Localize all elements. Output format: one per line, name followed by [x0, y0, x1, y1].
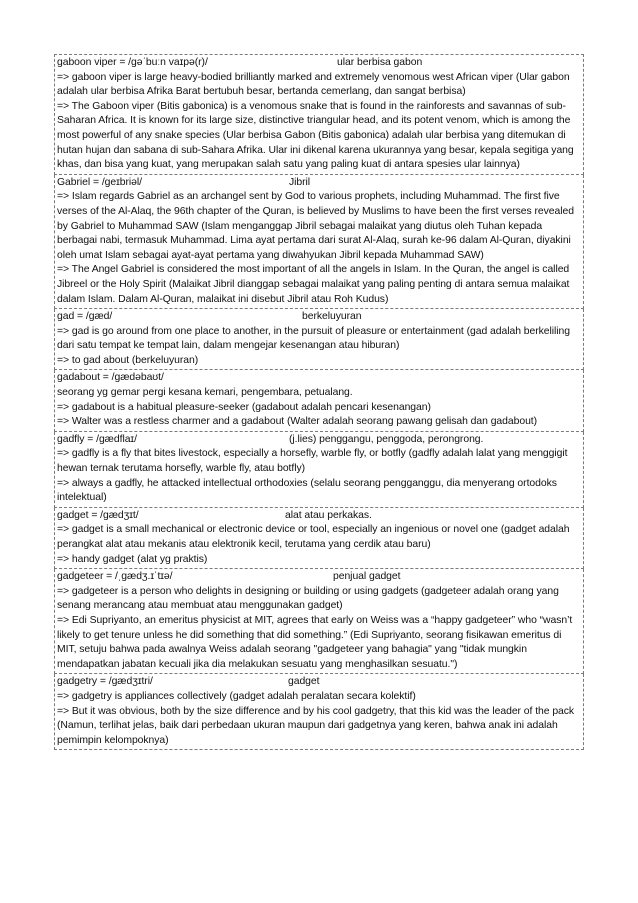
entry-line: => Islam regards Gabriel as an archangel sent by God to various prophets, including Muhammad. The first five verses of the Al-Alaq, the 96th chapter of the Quran, is believed by Muslims to have been the first verses revealed by Gabriel to Muhammad SAW (Islam menganggap Jibril sebagai malaikat yang diutus oleh Tuhan kepada berbagai nabi, termasuk Muhammad. Lima ayat pertama dari surat Al-Alaq, surah ke-96 dalam Al-Quran, diyakini oleh umat Islam sebagai ayat-ayat pertama yang diwahyukan Jibril kepada Muhammad SAW) [57, 191, 574, 261]
entry-term: gadabout = /ɡædəbaʊt/ [57, 372, 164, 384]
entry-gadgetry [54, 674, 584, 750]
entry-gadfly [54, 432, 584, 508]
entry-header [57, 570, 581, 585]
entry-line: => gadgeteer is a person who delights in designing or building or using gadgets (gadgeteer adalah orang yang senang merancang atau membuat atau menggunakan gadget) [57, 585, 559, 612]
entry-term: gadfly = /ɡædflaɪ/ [57, 433, 137, 445]
entry-gad [54, 309, 584, 370]
entry-line: => gaboon viper is large heavy-bodied brilliantly marked and extremely venomous west African viper (Ular gabon adalah ular berbisa Afrika Barat bertubuh besar, bertanda cemerlang, dan sangat berbisa) [57, 71, 570, 98]
entry-line: => always a gadfly, he attacked intellectual orthodoxies (selalu seorang pengganggu, dia menyerang ortodoks intelektual) [57, 477, 557, 504]
entry-translation: gadget [288, 676, 320, 688]
entry-header [57, 176, 581, 191]
entry-gadget [54, 508, 584, 569]
glossary-page [54, 54, 584, 750]
entry-header [57, 56, 581, 71]
entry-line: => gadfly is a fly that bites livestock, especially a horsefly, warble fly, or botfly (gadfly adalah lalat yang menggigit hewan ternak terutama horsefly, warble fly, atau botfly) [57, 448, 568, 475]
entry-gadabout [54, 370, 584, 431]
entry-translation: penjual gadget [333, 571, 401, 583]
entry-translation: berkeluyuran [302, 311, 362, 323]
entry-line: => But it was obvious, both by the size difference and by his cool gadgetry, that this kid was the leader of the pack (Namun, terlihat jelas, baik dari perbedaan ukuran maupun dari gadgetnya yang keren, bahwa anak ini adalah pemimpin kelompoknya) [57, 705, 575, 746]
entry-header [57, 310, 581, 325]
entry-term: gad = /ɡæd/ [57, 311, 113, 323]
entry-line: => gadget is a small mechanical or electronic device or tool, especially an ingenious or novel one (gadget adalah perangkat alat atau mekanis atau elektronik kecil, terutama yang cerdik atau baru) [57, 524, 570, 550]
entry-term: gadget = /ɡædʒɪt/ [57, 509, 139, 521]
entry-translation: Jibril [289, 176, 311, 188]
entry-line: => Edi Supriyanto, an emeritus physicist at MIT, agrees that early on Weiss was a “happy gadgeteer” who “wasn’t likely to get tenure unless he did something that did something.” (Edi Supriyanto, seorang fisikawan emeritus di MIT, setuju bahwa pada awalnya Weiss adalah seorang "gadgeteer yang bahagia" yang "tidak mungkin mendapatkan jabatan kecuali jika dia melakukan sesuatu yang menghasilkan sesuatu.") [57, 614, 573, 670]
entry-header [57, 371, 581, 400]
entry-line: => to gad about (berkeluyuran) [57, 354, 199, 366]
entry-term: gaboon viper = /ɡəˈbuːn vaɪpə(r)/ [57, 57, 208, 68]
entry-line: => gad is go around from one place to another, in the pursuit of pleasure or entertainment (gad adalah berkeliling dari satu tempat ke tempat lain, dalam mengejar kesenangan atau hiburan) [57, 325, 571, 352]
entry-term: gadgetry = /ɡædʒɪtri/ [57, 676, 153, 688]
entry-term: gadgeteer = /ˌɡædʒ.ɪˈtɪə/ [57, 571, 173, 583]
entry-gaboon-viper [54, 54, 584, 175]
entry-line: => Walter was a restless charmer and a gadabout (Walter adalah seorang pawang gelisah dan gadabout) [57, 416, 538, 428]
entry-header [57, 433, 581, 448]
entry-line: => The Gaboon viper (Bitis gabonica) is a venomous snake that is found in the rainforests and savannas of sub-Saharan Africa. It is known for its large size, distinctive triangular head, and its potent venom, which is among the most powerful of any snake species (Ular berbisa Gabon (Bitis gabonica) adalah ular berbisa yang ditemukan di hutan hujan dan sabana di sub-Sahara Afrika. Ular ini dikenal karena ukurannya yang besar, kepala segitiga yang khas, dan bisa yang kuat, yang merupakan salah satu yang paling kuat di antara spesies ular lainnya) [57, 100, 574, 171]
entry-translation: seorang yg gemar pergi kesana kemari, pengembara, petualang. [57, 387, 353, 399]
entry-header [57, 675, 581, 690]
entry-translation: alat atau perkakas. [285, 509, 372, 521]
entry-line: => handy gadget (alat yg praktis) [57, 553, 208, 565]
entry-header [57, 509, 581, 524]
entry-gabriel [54, 175, 584, 309]
entry-term: Gabriel = /ɡeɪbriəl/ [57, 176, 143, 188]
entry-translation: ular berbisa gabon [337, 57, 423, 68]
entry-line: => The Angel Gabriel is considered the most important of all the angels in Islam. In the Quran, the angel is called Jibreel or the Holy Spirit (Malaikat Jibril dianggap sebagai malaikat yang paling penting di antara semua malaikat dalam Islam. Dalam Al-Quran, malaikat ini disebut Jibril atau Roh Kudus) [57, 264, 570, 305]
entry-line: => gadabout is a habitual pleasure-seeker (gadabout adalah pencari kesenangan) [57, 401, 431, 413]
entry-gadgeteer [54, 569, 584, 674]
entry-line: => gadgetry is appliances collectively (gadget adalah peralatan secara kolektif) [57, 690, 416, 702]
entry-translation: (j.lies) penggangu, penggoda, perongrong. [289, 433, 484, 445]
